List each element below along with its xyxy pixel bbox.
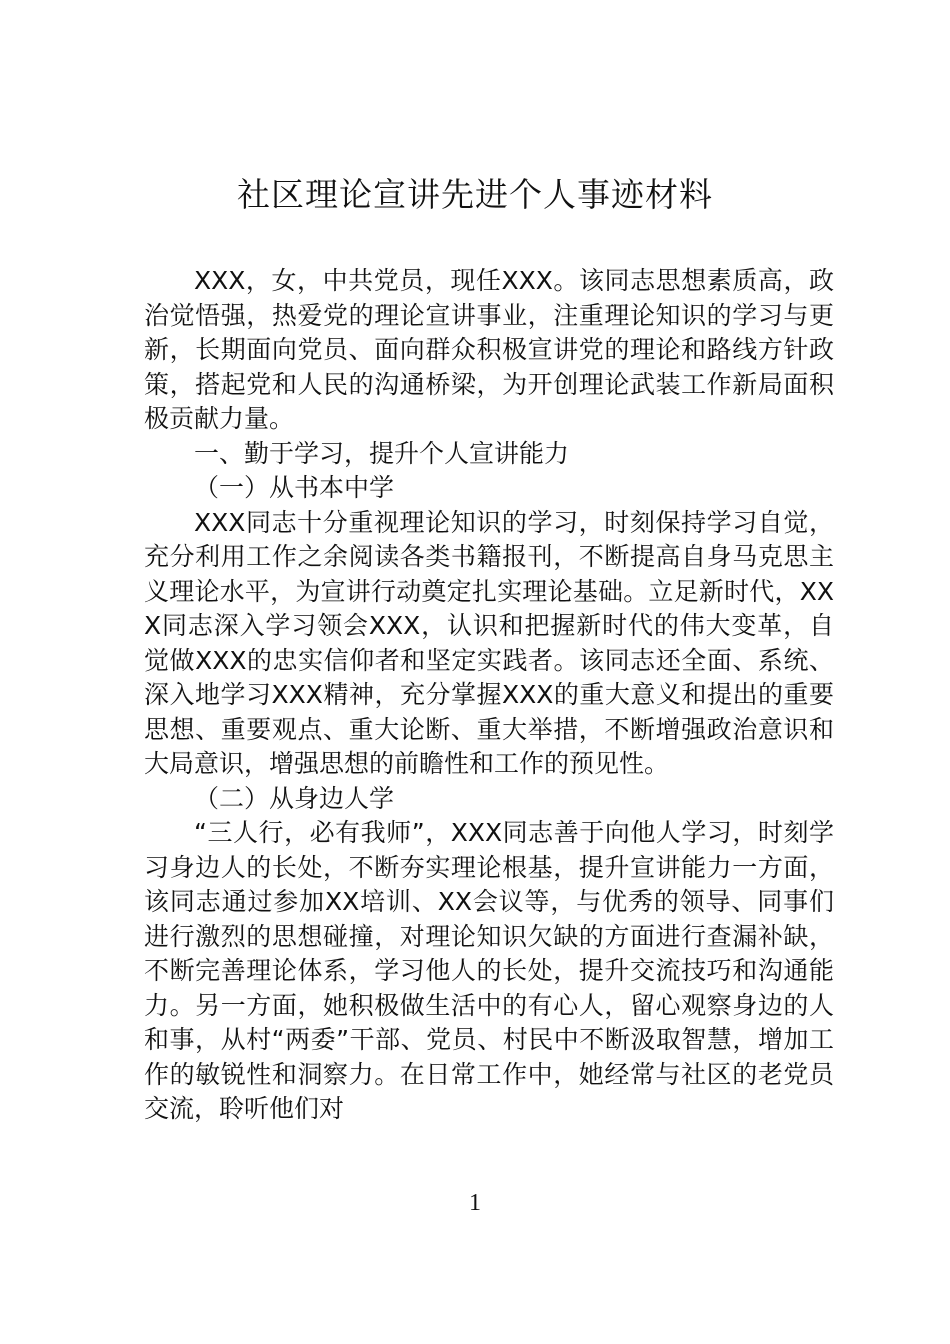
document-body	[144, 264, 834, 1127]
body-paragraph-1: XXX同志十分重视理论知识的学习，时刻保持学习自觉，充分利用工作之余阅读各类书籍报刊，不断提高自身马克思主义理论水平，为宣讲行动奠定扎实理论基础。立足新时代，XXX同志深入学习领会XXX，认识和把握新时代的伟大变革，自觉做XXX的忠实信仰者和坚定实践者。该同志还全面、系统、深入地学习XXX精神，充分掌握XXX的重大意义和提出的重要思想、重要观点、重大论断、重大举措，不断增强政治意识和大局意识，增强思想的前瞻性和工作的预见性。	[144, 507, 834, 778]
document-title: 社区理论宣讲先进个人事迹材料	[237, 175, 713, 214]
subsection-heading-1: （一）从书本中学	[194, 473, 395, 502]
section-heading-1: 一、勤于学习，提升个人宣讲能力	[194, 438, 570, 468]
subsection-heading-2: （二）从身边人学	[194, 783, 395, 813]
page-number: 1	[469, 1190, 481, 1216]
intro-paragraph: XXX，女，中共党员，现任XXX。该同志思想素质高，政治觉悟强，热爱党的理论宣讲事业，注重理论知识的学习与更新，长期面向党员、面向群众积极宣讲党的理论和路线方针政策，搭起党和人民的沟通桥梁，为开创理论武装工作新局面积极贡献力量。	[144, 266, 834, 433]
body-paragraph-2: “三人行，必有我师”，XXX同志善于向他人学习，时刻学习身边人的长处，不断夯实理论根基，提升宣讲能力一方面，该同志通过参加XX培训、XX会议等，与优秀的领导、同事们进行激烈的思想碰撞，对理论知识欠缺的方面进行查漏补缺，不断完善理论体系，学习他人的长处，提升交流技巧和沟通能力。另一方面，她积极做生活中的有心人，留心观察身边的人和事，从村“两委”干部、党员、村民中不断汲取智慧，增加工作的敏锐性和洞察力。在日常工作中，她经常与社区的老党员交流，聆听他们对	[144, 818, 834, 1123]
